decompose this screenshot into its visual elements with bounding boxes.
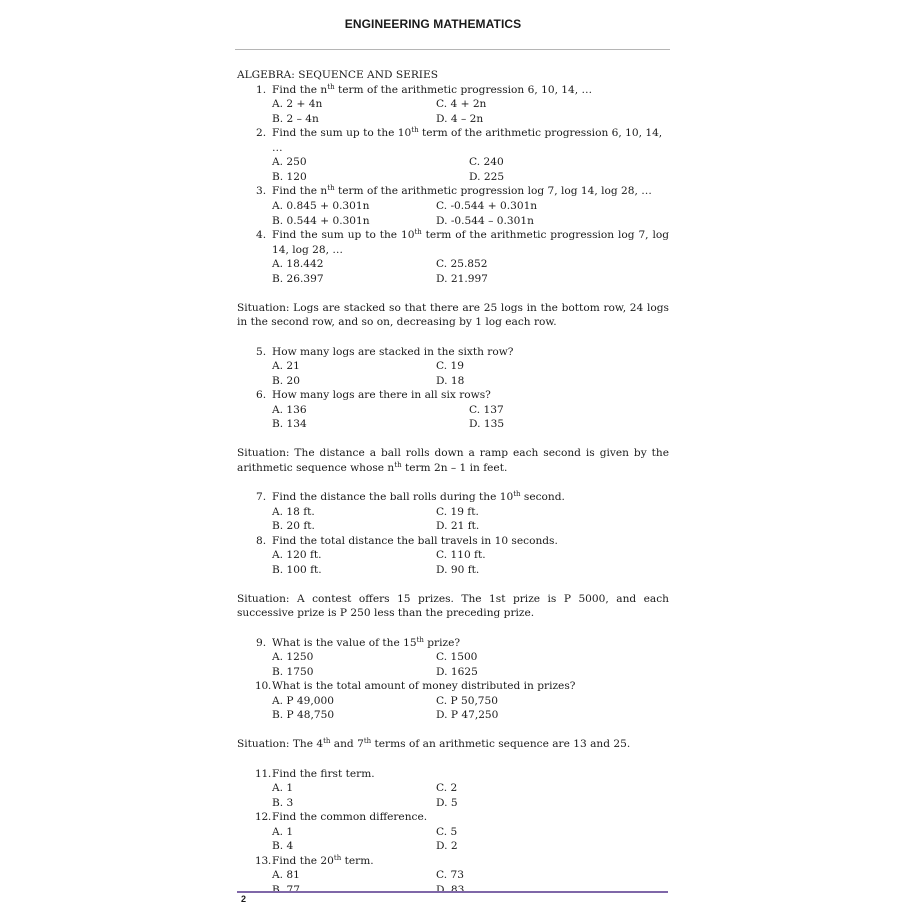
question-3 [237,184,669,199]
choice-a: A. P 49,000 [272,694,334,707]
title-divider [235,49,670,50]
choice-d: D. 18 [436,374,465,387]
choice-d: D. 225 [469,170,505,183]
choice-b: B. P 48,750 [272,709,335,722]
choice-d: D. P 47,250 [436,709,499,722]
choice-c: C. 240 [469,156,504,169]
question-number: 3. [256,185,267,198]
choice-d: D. 5 [436,796,458,809]
choice-d: D. 1625 [436,665,478,678]
question-text: How many logs are stacked in the sixth row? [272,345,514,358]
choice-a: A. 1 [272,782,294,795]
choice-c: C. 4 + 2n [436,98,487,111]
question-text: Find the common difference. [272,811,428,824]
question-12 [237,810,669,825]
choice-a: A. 120 ft. [272,549,322,562]
question-11 [237,767,669,782]
question-number: 11. [255,767,271,780]
choice-c: C. 19 ft. [436,505,479,518]
question-number: 1. [256,83,267,96]
choice-a: A. 1 [272,825,294,838]
choice-d: D. 135 [469,418,505,431]
answer-choices [237,403,669,432]
question-text: Find the distance the ball rolls during the 10th second. [272,490,565,504]
choice-d: D. 2 [436,840,458,853]
choice-a: A. 2 + 4n [272,98,323,111]
choice-b: B. 1750 [272,665,314,678]
choice-a: A. 1250 [272,651,314,664]
question-number: 9. [256,636,267,649]
question-7 [237,490,669,505]
situation-ball-ramp: Situation: The distance a ball rolls down a ramp each second is given by the arithmetic sequence whose $n^{th}$ term 2n – 1 in feet. [237,447,669,474]
choice-b: B. 20 [272,374,300,387]
question-1 [237,83,669,98]
question-text: What is the total amount of money distributed in prizes? [272,680,576,693]
situation-arithmetic-terms: Situation: The 4th and 7th terms of an arithmetic sequence are 13 and 25. [237,737,631,751]
choice-b: B. 20 ft. [272,520,315,533]
question-4 [237,228,669,257]
choice-a: A. 18 ft. [272,505,315,518]
answer-choices [237,825,669,854]
answer-choices [237,257,669,286]
choice-c: C. 73 [436,869,464,882]
question-8 [237,534,669,549]
answer-choices [237,548,669,577]
question-number: 7. [256,491,267,504]
choice-a: A. 21 [272,360,300,373]
question-6 [237,388,669,403]
question-2 [237,126,669,155]
document-body [237,68,669,897]
footer-divider [237,891,668,893]
question-text: How many logs are there in all six rows? [272,389,491,402]
choice-c: C. P 50,750 [436,694,499,707]
choice-c: C. 5 [436,825,458,838]
choice-d: D. 4 – 2n [436,112,484,125]
question-text: Find the $n^{th}$ term of the arithmetic progression 6, 10, 14, … [272,82,593,96]
question-text: Find the 20th term. [272,853,374,867]
choice-a: A. 81 [272,869,300,882]
choice-d: D. 90 ft. [436,563,480,576]
choice-c: C. 25.852 [436,258,488,271]
question-number: 5. [256,345,267,358]
choice-a: A. 250 [272,156,307,169]
choice-b: B. 100 ft. [272,563,322,576]
choice-d: D. 21.997 [436,272,488,285]
answer-choices [237,199,669,228]
choice-d: D. 83 [436,884,465,896]
question-number: 12. [255,811,271,824]
answer-choices [237,505,669,534]
choice-b: B. 3 [272,796,294,809]
choice-c: C. 2 [436,782,458,795]
question-5 [237,345,669,360]
choice-b: B. 0.544 + 0.301n [272,214,370,227]
answer-choices [237,868,669,897]
choice-a: A. 0.845 + 0.301n [272,199,370,212]
choice-b: B. 2 – 4n [272,112,319,125]
question-9 [237,636,669,651]
choice-a: A. 18.442 [272,258,324,271]
question-number: 2. [256,127,267,140]
section-heading: ALGEBRA: SEQUENCE AND SERIES [237,69,438,81]
answer-choices [237,359,669,388]
answer-choices [237,97,669,126]
question-text: Find the first term. [272,767,375,780]
question-number: 13. [255,854,271,867]
question-number: 4. [256,228,267,241]
choice-c: C. -0.544 + 0.301n [436,199,538,212]
choice-b: B. 4 [272,840,294,853]
question-number: 10. [255,680,271,693]
question-number: 6. [256,389,267,402]
choice-b: B. 134 [272,418,307,431]
question-10 [237,679,669,694]
situation-logs: Situation: Logs are stacked so that there are 25 logs in the bottom row, 24 logs in the second row, and so on, decreasing by 1 log each row. [237,301,669,329]
choice-c: C. 19 [436,360,464,373]
choice-b: B. 120 [272,170,307,183]
question-text: What is the value of the 15th prize? [272,635,461,649]
page-title: ENGINEERING MATHEMATICS [344,17,522,31]
choice-c: C. 137 [469,403,504,416]
answer-choices [237,650,669,679]
question-number: 8. [256,534,267,547]
answer-choices [237,781,669,810]
question-text: Find the sum up to the 10th term of the arithmetic progression log 7, log 14, log 28, … [272,227,669,256]
page-number: 2 [241,894,247,904]
choice-b: B. 77 [272,884,300,896]
question-text: Find the sum up to the 10th term of the arithmetic progression 6, 10, 14, … [272,126,663,154]
question-13 [237,854,669,869]
choice-c: C. 1500 [436,651,478,664]
choice-a: A. 136 [272,403,307,416]
choice-c: C. 110 ft. [436,549,486,562]
choice-d: D. -0.544 – 0.301n [436,214,534,227]
question-text: Find the $n^{th}$ term of the arithmetic progression log 7, log 14, log 28, … [272,184,652,198]
choice-b: B. 26.397 [272,272,324,285]
choice-d: D. 21 ft. [436,520,480,533]
question-text: Find the total distance the ball travels in 10 seconds. [272,534,558,547]
answer-choices [237,694,669,723]
situation-contest-prizes: Situation: A contest offers 15 prizes. The 1st prize is P 5000, and each successive prize is P 250 less than the preceding prize. [237,592,669,620]
answer-choices [237,155,669,184]
